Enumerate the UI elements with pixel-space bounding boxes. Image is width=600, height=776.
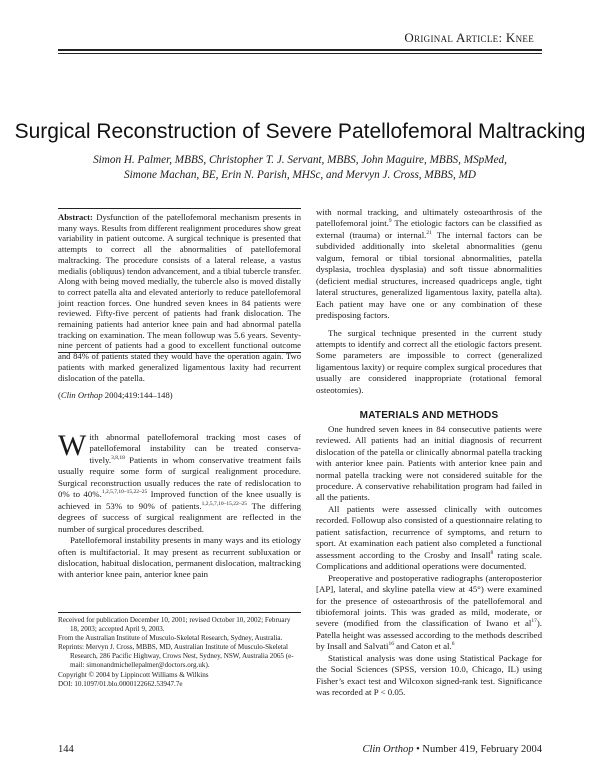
- footnotes: [58, 616, 301, 689]
- footnote-doi: DOI: 10.1097/01.blo.0000122662.53947.7e: [58, 679, 183, 688]
- footnote-reprints: Reprints: Mervyn J. Cross, MBBS, MD, Australian Institute of Musculo-Skeletal Research, 286 Pacific Highway, Crows Nest, Sydney, NSW, Australia 2065 (e-mail: simonandmichellepalmer@doctors.org.uk).: [58, 643, 294, 670]
- author-list: [60, 153, 540, 183]
- article-title: Surgical Reconstruction of Severe Patellofemoral Maltracking: [14, 120, 586, 143]
- header-rule-thin: [58, 53, 542, 54]
- author-line-1: Simon H. Palmer, MBBS, Christopher T. J. Servant, MBBS, John Maguire, MBBS, MSpMed,: [93, 154, 507, 166]
- page-number: 144: [58, 744, 74, 755]
- drop-cap: W: [58, 429, 87, 462]
- abstract-citation: (Clin Orthop 2004;419:144–148): [58, 390, 173, 401]
- section-label: Original Article: Knee: [404, 30, 534, 45]
- footnote-received: Received for publication December 10, 2001; revised October 10, 2002; February 18, 2003; accepted April 9, 2003.: [58, 616, 291, 634]
- right-paragraph-2: The surgical technique presented in the current study attempts to identify and correct all the etiologic factors present. Some parameters are impossible to correct (generalized ligamentous laxity) or require complex surgical procedures that usually are considered inappropriate (rotational femoral osteotomies).: [316, 327, 542, 395]
- abstract-text: Abstract: Dysfunction of the patellofemoral mechanism presents in many ways. Results from different realignment procedures show great variability in patient outcome. A surgical technique is presented that attempts to correct all the abnormalities of patellofemoral maltracking. The procedure consists of a lateral release, a vastus medialis (obliquus) tendon advancement, and a tibial tubercle transfer. Along with being moved medially, the tubercle also is moved distally to correct patella alta and elevated anteriorly to reduce patellofemoral joint reaction forces. One hundred seven knees in 84 patients were reviewed. Fifty-five percent of patients had frank dislocation. The remaining patients had anterior knee pain and had abnormal patella tracking on examination. The mean followup was 5.6 years. Seventy-nine percent of patients had a good to excellent functional outcome and 84% of patients stated they would have the operation again. Two patients with marked generalized ligamentous laxity had recurrent dislocation of the patella.: [58, 212, 301, 383]
- author-line-2: Simone Machan, BE, Erin N. Parish, MHSc, and Mervyn J. Cross, MBBS, MD: [124, 169, 476, 181]
- footnote-rule: [58, 612, 301, 613]
- intro-paragraph-2: Patellofemoral instability presents in many ways and its etiology often is multifactorial. It may present as recurrent subluxation or dislocation, habitual dislocation, permanent dislocation, maltracking with anterior knee pain, anterior knee pain: [58, 535, 301, 580]
- right-column: [316, 207, 542, 699]
- methods-paragraph-2: All patients were assessed clinically with outcomes recorded. Followup also consisted of a questionnaire relating to patient satisfaction, recurrence of symptoms, and return to sport. At examination each patient also completed a functional assessment according to the Crosby and Insall$^8$ rating scale. Complications and additional operations were documented.: [316, 503, 542, 572]
- intro-paragraph-1: With abnormal patellofemoral tracking most cases of patellofemoral instability can be treated conserva-tively.$^{3,8,18}$ Patients in whom conservative treatment fails usually require some form of surgical realignment procedure. Surgical reconstruction usually reduces the rate of redislocation to 0% to 40%.$^{1,2,5,7,10-15,22-25}$ Improved function of the knee usually is achieved in 53% to 90% of patients.$^{1,2,5,7,10-15,22-25}$ The differing degrees of success of surgical realignment are reflected in the number of surgical procedures described.: [58, 429, 301, 534]
- abstract-box: [58, 208, 301, 401]
- footnote-from: From the Australian Institute of Musculo-Skeletal Research, Sydney, Australia.: [58, 634, 283, 643]
- journal-footer: Clin Orthop • Number 419, February 2004: [362, 744, 542, 755]
- abstract-label: Abstract:: [58, 212, 93, 222]
- header-rule-thick: [58, 49, 542, 51]
- methods-paragraph-1: One hundred seven knees in 84 consecutive patients were reviewed. All patients had an initial diagnosis of recurrent dislocation of the patella or clinically abnormal patella tracking with anterior knee pain. Patients with anterior knee pain and normal patella tracking were not considered suitable for the procedure. A conservative rehabilitation program had failed in all the patients.: [316, 423, 542, 503]
- intro-column: [58, 429, 301, 581]
- methods-paragraph-3: Preoperative and postoperative radiographs (anteroposterior [AP], lateral, and skyline patella view at 45°) were examined for the presence of osteoarthrosis of the patellofemoral and tibiofemoral joints. This was graded as mild, moderate, or severe (modified from the classification of Iwano et $al^{17}$). Patella height was assessed according to the methods described by Insall and Salvati$^{16}$ and Caton et al.$^6$: [316, 572, 542, 652]
- footnote-copyright: Copyright © 2004 by Lippincott Williams & Wilkins: [58, 670, 209, 679]
- right-paragraph-1: with normal tracking, and ultimately osteoarthrosis of the patellofemoral joint.$^9$ The etiologic factors can be classified as external (trauma) or internal.$^{21}$ The internal factors can be subdivided additionally into skeletal abnormalities (genu valgum, femoral or tibial torsional abnormalities, patella dysplasia, trochlea dysplasia) and soft tissue abnormalities (deficient medial structures, increased quadriceps angle, tight lateral structures, generalized ligamentous laxity, patella alta). Each patient may have one or any combination of these predisposing factors.: [316, 207, 542, 321]
- methods-paragraph-4: Statistical analysis was done using Statistical Package for the Social Sciences (SPSS, version 10.0, Chicago, IL) using Fisher’s exact test and Wilcoxon signed-rank test. Significance was recorded at P < 0.05.: [316, 652, 542, 698]
- section-heading-methods: MATERIALS AND METHODS: [359, 410, 499, 422]
